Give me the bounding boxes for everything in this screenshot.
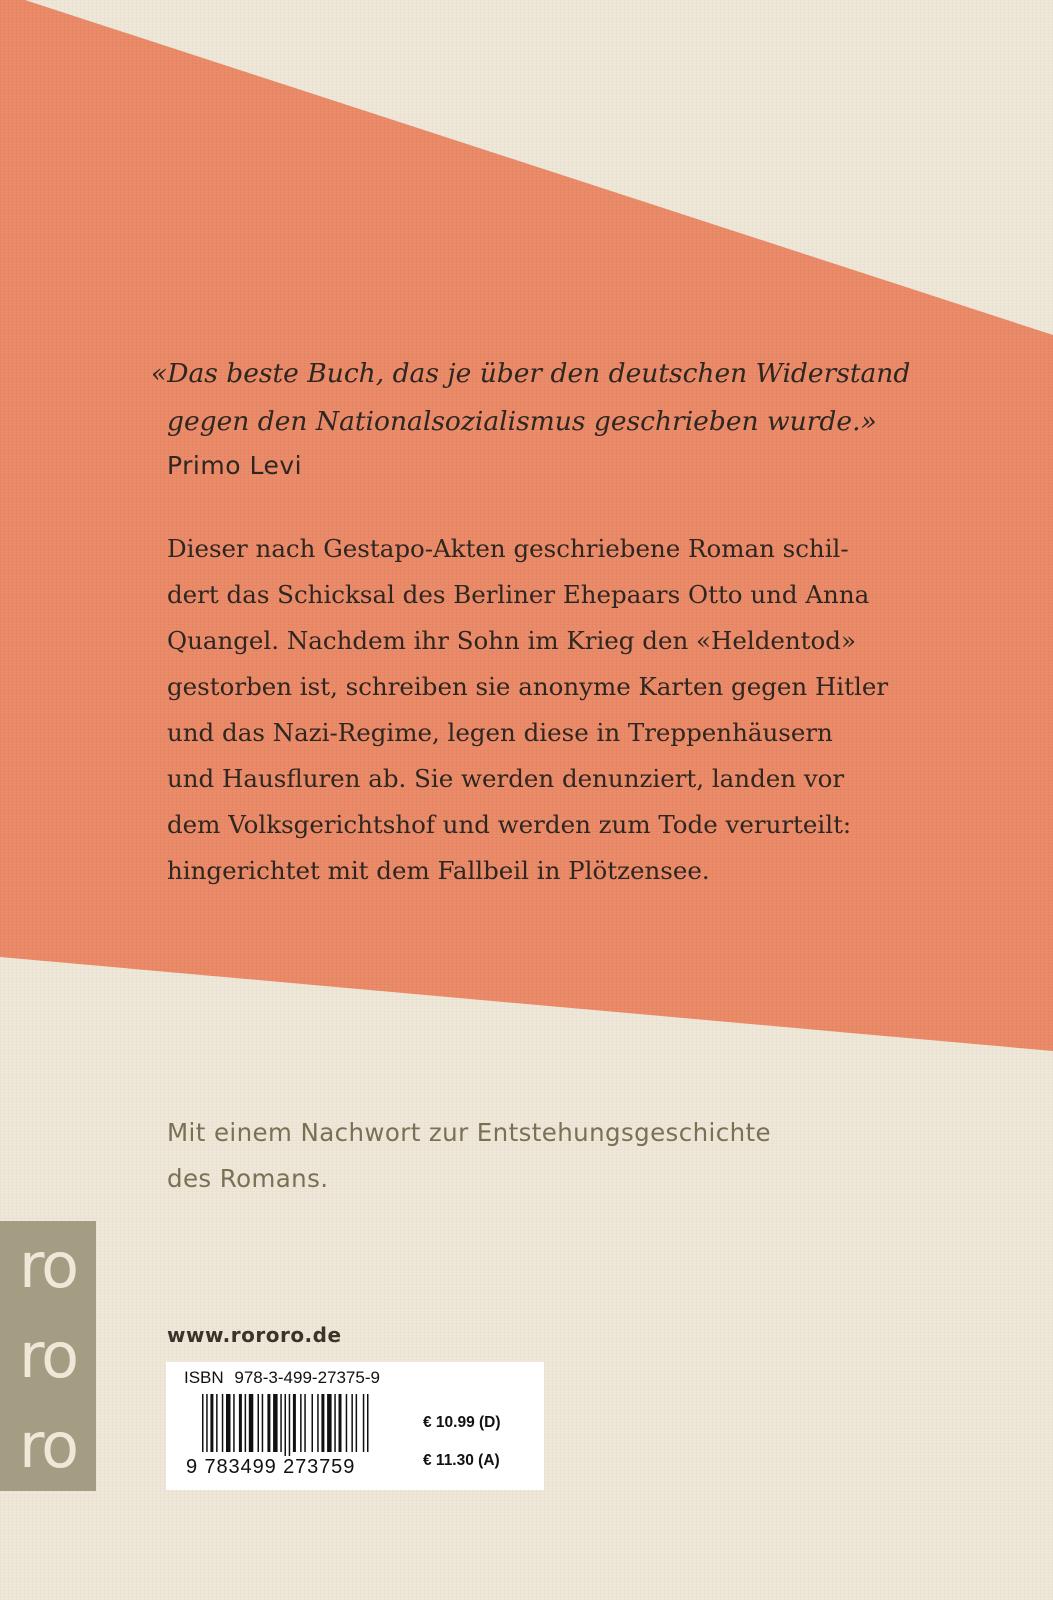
barcode-bar bbox=[202, 1394, 204, 1452]
barcode-bar bbox=[351, 1394, 353, 1452]
barcode-bar bbox=[285, 1394, 287, 1456]
barcode-bar bbox=[363, 1394, 365, 1452]
barcode-bar bbox=[346, 1394, 348, 1452]
barcode-bar bbox=[245, 1394, 247, 1452]
price-germany: € 10.99 (D) bbox=[423, 1414, 501, 1431]
logo-line: ro bbox=[18, 1229, 78, 1302]
quote-author: Primo Levi bbox=[167, 451, 303, 480]
quote-line: «Das beste Buch, das je über den deutschen Widerstand bbox=[151, 358, 911, 389]
barcode-bar bbox=[258, 1394, 260, 1452]
barcode-bar bbox=[273, 1394, 278, 1452]
afterword-line: Mit einem Nachwort zur Entstehungsgeschichte bbox=[167, 1118, 771, 1147]
description-line: gestorben ist, schreiben sie anonyme Karten gegen Hitler bbox=[167, 672, 889, 701]
barcode-bar bbox=[356, 1394, 358, 1452]
barcode-bar bbox=[367, 1394, 369, 1452]
barcode-bar bbox=[262, 1394, 264, 1452]
barcode-bar bbox=[206, 1394, 208, 1452]
description-line: dert das Schicksal des Berliner Ehepaars Otto und Anna bbox=[167, 580, 870, 609]
blurb-quote bbox=[151, 350, 931, 446]
barcode-bar bbox=[327, 1394, 332, 1452]
barcode-bar bbox=[289, 1394, 291, 1456]
barcode-bar bbox=[239, 1394, 242, 1452]
rororo-logo bbox=[0, 1221, 96, 1491]
barcode-bar bbox=[222, 1394, 224, 1452]
barcode-bar bbox=[280, 1394, 282, 1452]
description-line: hingerichtet mit dem Fallbeil in Plötzensee. bbox=[167, 856, 710, 885]
barcode-bar bbox=[233, 1394, 235, 1452]
quote-line: gegen den Nationalsozialismus geschrieben wurde.» bbox=[167, 406, 877, 437]
barcode-bar bbox=[321, 1394, 324, 1452]
barcode-bar bbox=[267, 1394, 270, 1452]
book-description bbox=[167, 526, 967, 894]
barcode-bar bbox=[304, 1394, 306, 1452]
barcode-bars bbox=[202, 1394, 402, 1456]
logo-line: ro bbox=[18, 1319, 78, 1392]
description-line: Dieser nach Gestapo-Akten geschriebene Roman schil- bbox=[167, 534, 849, 563]
description-line: und Hausfluren ab. Sie werden denunziert, landen vor bbox=[167, 764, 845, 793]
afterword-note bbox=[167, 1110, 771, 1202]
description-line: Quangel. Nachdem ihr Sohn im Krieg den «Heldentod» bbox=[167, 626, 856, 655]
barcode-bar bbox=[334, 1394, 336, 1452]
price-austria: € 11.30 (A) bbox=[423, 1452, 500, 1469]
isbn-label: ISBN 978-3-499-27375-9 bbox=[184, 1368, 380, 1387]
barcode-bar bbox=[293, 1394, 296, 1452]
barcode-digits: 9 783499 273759 bbox=[186, 1456, 356, 1478]
barcode-bar bbox=[312, 1394, 314, 1452]
description-line: dem Volksgerichtshof und werden zum Tode verurteilt: bbox=[167, 810, 852, 839]
barcode-bar bbox=[249, 1394, 254, 1452]
barcode-bar bbox=[226, 1394, 231, 1452]
publisher-url: www.rororo.de bbox=[167, 1323, 342, 1347]
logo-line: ro bbox=[18, 1409, 78, 1482]
barcode-panel bbox=[166, 1362, 544, 1490]
barcode-bar bbox=[216, 1394, 218, 1452]
description-line: und das Nazi-Regime, legen diese in Treppenhäusern bbox=[167, 718, 833, 747]
afterword-line: des Romans. bbox=[167, 1164, 329, 1193]
barcode-bar bbox=[210, 1394, 213, 1452]
barcode-bar bbox=[339, 1394, 342, 1452]
barcode-bar bbox=[300, 1394, 302, 1452]
barcode-bar bbox=[317, 1394, 319, 1452]
